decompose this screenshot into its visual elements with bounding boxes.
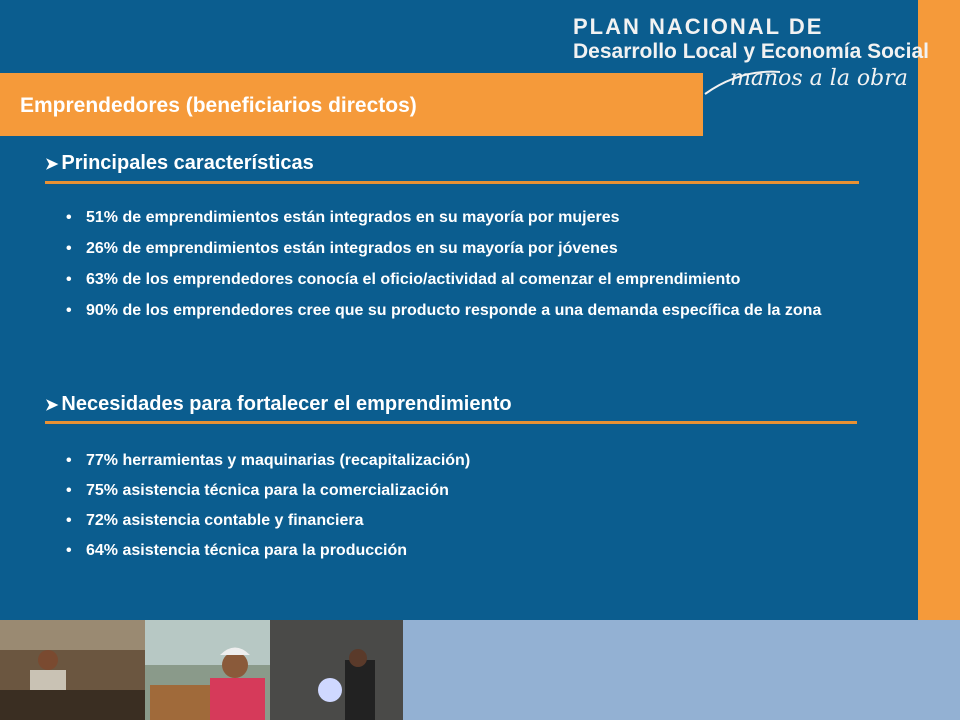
necesidades-list (62, 450, 830, 570)
list-item: • 77% herramientas y maquinarias (recapitalización) (62, 450, 830, 471)
list-item: • 26% de emprendimientos están integrados en su mayoría por jóvenes (62, 238, 830, 259)
section-divider (45, 181, 859, 184)
arrow-bullet-icon: ➤ (45, 397, 59, 414)
section-heading-caracteristicas: ➤ Principales características (45, 152, 314, 174)
logo-line-1: PLAN NACIONAL DE (573, 14, 824, 39)
logo-line-2: Desarrollo Local y Economía Social (573, 40, 929, 63)
arrow-bullet-icon: ➤ (45, 156, 59, 173)
list-item: • 72% asistencia contable y financiera (62, 510, 830, 531)
list-item: • 90% de los emprendedores cree que su producto responde a una demanda específica de la zona (62, 300, 830, 321)
list-item: • 51% de emprendimientos están integrados en su mayoría por mujeres (62, 207, 830, 228)
logo-tagline: manos a la obra (730, 66, 908, 91)
workers-photo-strip (0, 620, 403, 720)
section-heading-necesidades: ➤ Necesidades para fortalecer el emprendimiento (45, 393, 512, 415)
list-item: • 63% de los emprendedores conocía el oficio/actividad al comenzar el emprendimiento (62, 269, 830, 290)
section-divider (45, 421, 857, 424)
caracteristicas-list (62, 207, 830, 331)
right-accent-bar (918, 0, 960, 620)
bottom-panel (403, 620, 960, 720)
slide-title: Emprendedores (beneficiarios directos) (20, 94, 417, 117)
list-item: • 64% asistencia técnica para la producción (62, 540, 830, 561)
list-item: • 75% asistencia técnica para la comercialización (62, 480, 830, 501)
